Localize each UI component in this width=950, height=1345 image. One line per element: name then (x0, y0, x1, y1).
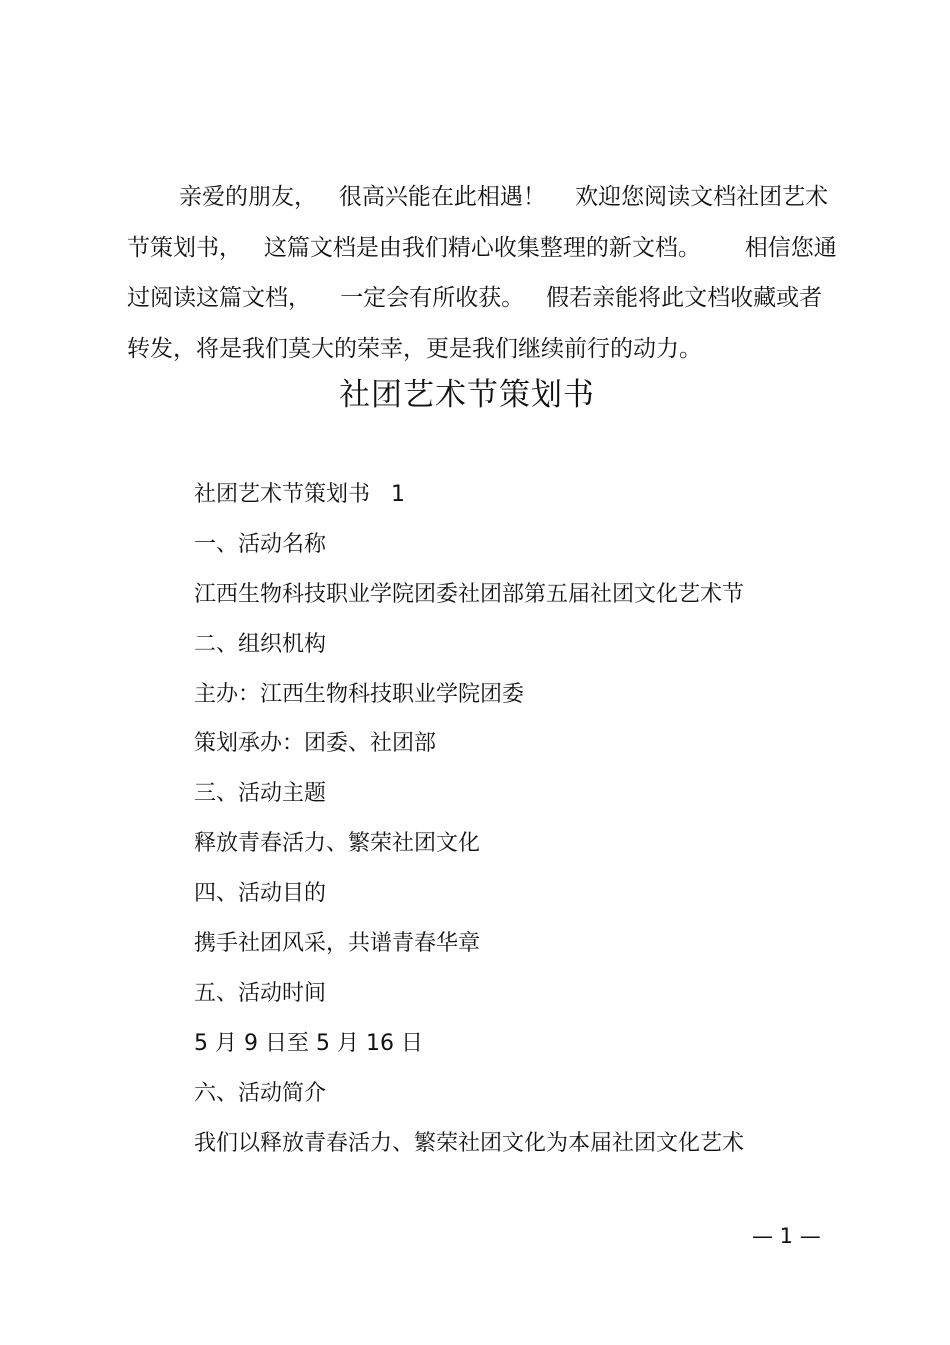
intro-paragraph (127, 172, 837, 374)
intro-line: 亲爱的朋友， 很高兴能在此相遇！ 欢迎您阅读文档社团艺术 (179, 184, 829, 210)
document-title: 社团艺术节策划书 (339, 377, 595, 413)
page-number: — 1 — (752, 1224, 821, 1248)
section-heading-theme: 三、活动主题 (194, 781, 327, 807)
body-line-organizer: 策划承办：团委、社团部 (194, 731, 437, 757)
section-heading-activity-name: 一、活动名称 (194, 531, 327, 557)
section-heading-introduction: 六、活动简介 (194, 1080, 327, 1106)
section-heading-purpose: 四、活动目的 (194, 881, 327, 907)
body-line-theme: 释放青春活力、繁荣社团文化 (194, 831, 481, 857)
section-heading-time: 五、活动时间 (194, 980, 327, 1006)
document-body (194, 470, 834, 1168)
body-line-introduction: 我们以释放青春活力、繁荣社团文化为本届社团文化艺术 (194, 1130, 745, 1156)
section-heading-organization: 二、组织机构 (194, 631, 327, 657)
intro-line: 节策划书， 这篇文档是由我们精心收集整理的新文档。 相信您通 (127, 234, 837, 261)
body-line-host: 主办：江西生物科技职业学院团委 (194, 681, 525, 707)
body-line-doc-heading: 社团艺术节策划书 1 (194, 482, 405, 507)
intro-line: 过阅读这篇文档， 一定会有所收获。 假若亲能将此文档收藏或者 (127, 285, 823, 311)
body-line-time: 5 月 9 日至 5 月 16 日 (194, 1030, 423, 1056)
body-line-activity-name: 江西生物科技职业学院团委社团部第五届社团文化艺术节 (194, 581, 745, 607)
body-line-purpose: 携手社团风采，共谱青春华章 (194, 931, 481, 957)
intro-line: 转发，将是我们莫大的荣幸，更是我们继续前行的动力。 (127, 335, 702, 362)
